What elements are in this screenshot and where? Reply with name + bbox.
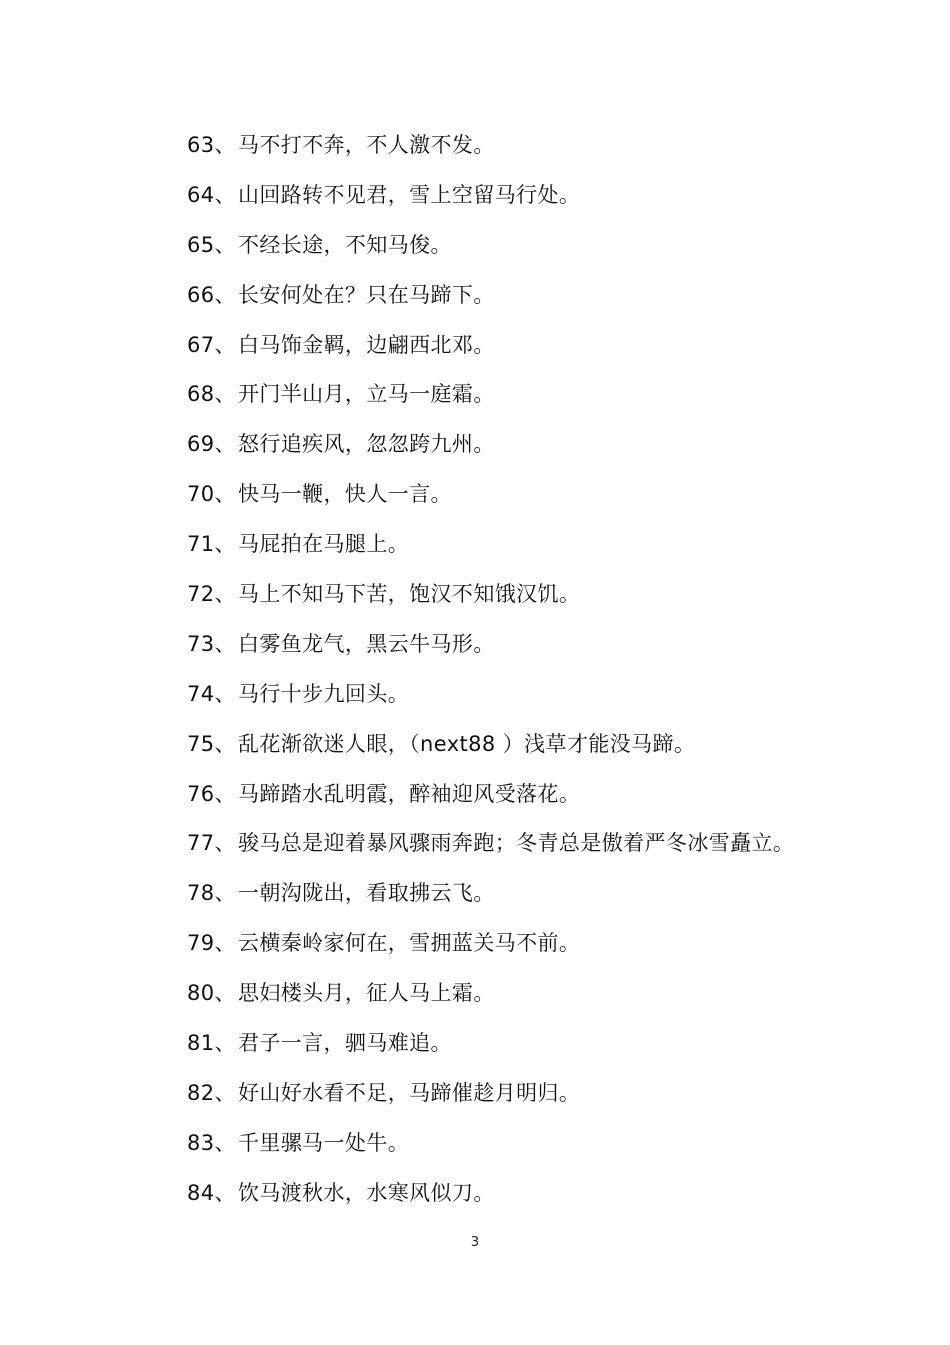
- item-number: 75: [187, 731, 215, 756]
- item-text: 马屁拍在马腿上。: [237, 532, 410, 557]
- item-text: 山回路转不见君，雪上空留马行处。: [237, 182, 581, 207]
- list-item: [187, 626, 794, 676]
- item-separator: 、: [214, 831, 236, 856]
- list-item: [187, 426, 794, 476]
- item-text: 开门半山月，立马一庭霜。: [237, 382, 495, 407]
- list-item: [187, 726, 794, 776]
- item-separator: 、: [214, 282, 236, 307]
- item-number: 66: [187, 282, 215, 307]
- item-separator: 、: [214, 931, 236, 956]
- item-number: 63: [187, 133, 215, 157]
- page-number: 3: [470, 1235, 480, 1250]
- list-item: [187, 526, 794, 576]
- item-separator: 、: [214, 881, 236, 906]
- item-text: 怒行追疾风，忽忽跨九州。: [237, 432, 495, 457]
- list-item: [187, 327, 794, 377]
- list-item: [187, 177, 794, 227]
- item-number: 81: [187, 1031, 215, 1056]
- item-text: 云横秦岭家何在，雪拥蓝关马不前。: [237, 931, 581, 956]
- item-number: 71: [187, 532, 215, 557]
- item-text: 长安何处在？只在马蹄下。: [237, 282, 495, 307]
- item-separator: 、: [214, 382, 236, 407]
- item-number: 84: [187, 1180, 215, 1205]
- item-separator: 、: [214, 1180, 236, 1205]
- item-separator: 、: [214, 232, 236, 257]
- item-number: 79: [187, 931, 215, 956]
- list-item: [187, 1075, 794, 1125]
- item-number: 72: [187, 582, 215, 607]
- item-text: 乱花渐欲迷人眼，（next88 ）浅草才能没马蹄。: [237, 731, 696, 756]
- list-item: [187, 875, 794, 925]
- item-number: 83: [187, 1130, 215, 1155]
- item-separator: 、: [214, 631, 236, 656]
- item-number: 80: [187, 981, 215, 1006]
- list-item: [187, 277, 794, 327]
- item-separator: 、: [214, 1080, 236, 1105]
- item-text: 不经长途，不知马俊。: [237, 232, 452, 257]
- item-separator: 、: [214, 582, 236, 607]
- item-text: 白雾鱼龙气，黑云牛马形。: [237, 631, 495, 656]
- list-item: [187, 227, 794, 277]
- item-separator: 、: [214, 981, 236, 1006]
- item-separator: 、: [214, 482, 236, 507]
- item-separator: 、: [214, 1130, 236, 1155]
- list-item: [187, 576, 794, 626]
- item-separator: 、: [214, 681, 236, 706]
- item-separator: 、: [214, 182, 236, 207]
- item-number: 76: [187, 781, 215, 806]
- item-number: 69: [187, 432, 215, 457]
- item-text: 好山好水看不足，马蹄催趁月明归。: [237, 1080, 581, 1105]
- list-item: [187, 476, 794, 526]
- item-number: 73: [187, 631, 215, 656]
- item-number: 77: [187, 831, 215, 856]
- item-number: 78: [187, 881, 215, 906]
- item-separator: 、: [214, 532, 236, 557]
- item-separator: 、: [214, 1031, 236, 1056]
- list-item: [187, 1125, 794, 1175]
- item-number: 70: [187, 482, 215, 507]
- list-item: [187, 676, 794, 726]
- list-item: [187, 925, 794, 975]
- item-text: 一朝沟陇出，看取拂云飞。: [237, 881, 495, 906]
- item-text: 马蹄踏水乱明霞，醉袖迎风受落花。: [237, 781, 581, 806]
- item-text: 白马饰金羁，边翩西北邓。: [237, 332, 495, 357]
- item-text: 骏马总是迎着暴风骤雨奔跑；冬青总是傲着严冬冰雪矗立。: [237, 831, 795, 856]
- item-number: 68: [187, 382, 215, 407]
- item-number: 74: [187, 681, 215, 706]
- item-separator: 、: [214, 432, 236, 457]
- item-text: 马不打不奔，不人激不发。: [237, 133, 495, 157]
- item-separator: 、: [214, 332, 236, 357]
- item-separator: 、: [214, 731, 236, 756]
- item-number: 65: [187, 232, 215, 257]
- item-text: 千里骡马一处牛。: [237, 1130, 410, 1155]
- list-item: [187, 1025, 794, 1075]
- list-item: [187, 825, 794, 875]
- item-separator: 、: [214, 781, 236, 806]
- item-text: 饮马渡秋水，水寒风似刀。: [237, 1180, 495, 1205]
- item-text: 思妇楼头月，征人马上霜。: [237, 981, 495, 1006]
- item-number: 67: [187, 332, 215, 357]
- item-separator: 、: [214, 133, 236, 157]
- list-item: [187, 975, 794, 1025]
- item-text: 君子一言，驷马难追。: [237, 1031, 452, 1056]
- list-item: [187, 127, 794, 177]
- item-text: 快马一鞭，快人一言。: [237, 482, 452, 507]
- proverb-list: [187, 127, 794, 1225]
- item-text: 马上不知马下苦，饱汉不知饿汉饥。: [237, 582, 581, 607]
- item-number: 82: [187, 1080, 215, 1105]
- item-text: 马行十步九回头。: [237, 681, 410, 706]
- item-number: 64: [187, 182, 215, 207]
- list-item: [187, 776, 794, 826]
- list-item: [187, 1175, 794, 1225]
- list-item: [187, 376, 794, 426]
